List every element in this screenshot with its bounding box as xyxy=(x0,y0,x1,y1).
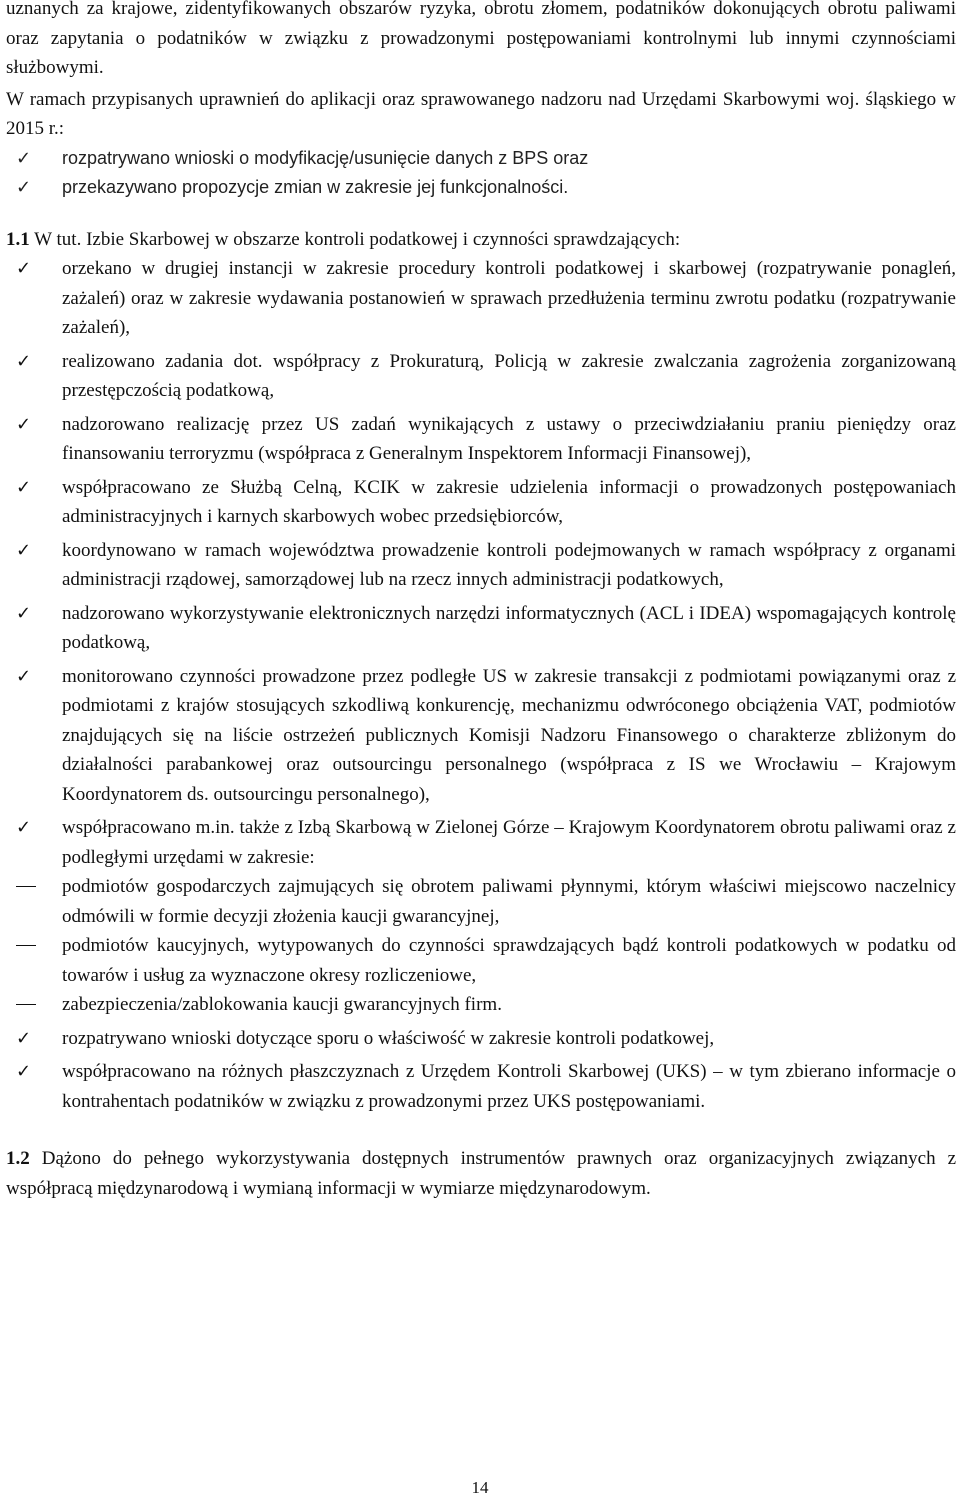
checkmark-icon: ✓ xyxy=(16,476,32,498)
bps-checklist xyxy=(6,144,956,203)
section-number: 1.2 xyxy=(6,1148,30,1169)
checkmark-icon: ✓ xyxy=(16,258,32,279)
dash-bullet-icon xyxy=(16,886,36,887)
list-item: ✓ współpracowano ze Służbą Celną, KCIK w zakresie udzielenia informacji o prowadzonych postępowaniach administracyjnych i karnych skarbowych wobec przedsiębiorców, xyxy=(6,473,956,532)
fuel-sub-list xyxy=(6,872,956,1020)
list-item: ✓ współpracowano m.in. także z Izbą Skarbową w Zielonej Górze – Krajowym Koordynatorem obrotu paliwami oraz z podległymi urzędami w zakresie: podmiotów gospodarczych zajmujących się obrotem paliwami płynnymi, którym właściwi miejscowo naczelnicy odmówili w formie decyzji złożenia kaucji gwarancyjnej, podmiotów kaucyjnych, wytypowanych do czynności sprawdzających bądź kontroli podatkowych w podatku od towarów i usług za wyznaczone okresy rozliczeniowe, zabezpieczenia/zablokowania kaucji gwarancyjnych firm. xyxy=(6,813,956,1020)
checkmark-icon: ✓ xyxy=(16,539,32,561)
checkmark-icon: ✓ xyxy=(16,147,32,169)
list-item: ✓ nadzorowano realizację przez US zadań wynikających z ustawy o przeciwdziałaniu praniu pieniędzy oraz finansowaniu terroryzmu (współpraca z Generalnym Inspektorem Informacji Finansowej), xyxy=(6,410,956,469)
list-item: ✓ monitorowano czynności prowadzone przez podległe US w zakresie transakcji z podmiotami powiązanymi oraz z podmiotami z krajów stosujących szkodliwą konkurencję, mechanizmu odwróconego obciążenia VAT, podmiotów znajdujących się na liście ostrzeżeń publicznych Komisji Nadzoru Finansowego o charakterze zbliżonym do działalności parabankowej oraz outsourcingu personalnego (współpraca z IS we Wrocławiu – Krajowym Koordynatorem ds. outsourcingu personalnego), xyxy=(6,662,956,810)
sub-list-item: podmiotów gospodarczych zajmujących się obrotem paliwami płynnymi, którym właściwi miejscowo naczelnicy odmówili w formie decyzji złożenia kaucji gwarancyjnej, xyxy=(6,872,956,931)
intro-paragraph-2: W ramach przypisanych uprawnień do aplikacji oraz sprawowanego nadzoru nad Urzędami Skarbowymi woj. śląskiego w 2015 r.: xyxy=(6,88,956,139)
list-item: ✓ współpracowano na różnych płaszczyznach z Urzędem Kontroli Skarbowej (UKS) – w tym zbierano informacje o kontrahentach podatników w związku z prowadzonymi przez UKS postępowaniami. xyxy=(6,1057,956,1116)
checkmark-icon: ✓ xyxy=(16,665,32,687)
list-item: ✓ realizowano zadania dot. współpracy z Prokuraturą, Policją w zakresie zwalczania zagrożenia zorganizowaną przestępczością podatkową, xyxy=(6,347,956,406)
checkmark-icon: ✓ xyxy=(16,413,32,435)
checkmark-icon: ✓ xyxy=(16,350,32,372)
sub-list-item: podmiotów kaucyjnych, wytypowanych do czynności sprawdzających bądź kontroli podatkowych w podatku od towarów i usług za wyznaczone okresy rozliczeniowe, xyxy=(6,931,956,990)
control-checklist xyxy=(6,254,956,1116)
dash-bullet-icon xyxy=(16,945,36,946)
list-item: ✓ nadzorowano wykorzystywanie elektronicznych narzędzi informatycznych (ACL i IDEA) wspomagających kontrolę podatkową, xyxy=(6,599,956,658)
checkmark-icon: ✓ xyxy=(16,1027,32,1049)
dash-bullet-icon xyxy=(16,1004,36,1005)
checkmark-icon: ✓ xyxy=(16,177,32,198)
sub-list-item: zabezpieczenia/zablokowania kaucji gwarancyjnych firm. xyxy=(6,990,956,1020)
list-item: ✓ rozpatrywano wnioski dotyczące sporu o właściwość w zakresie kontroli podatkowej, xyxy=(6,1024,956,1054)
section-text: W tut. Izbie Skarbowej w obszarze kontroli podatkowej i czynności sprawdzających: xyxy=(34,228,681,250)
section-text: Dążono do pełnego wykorzystywania dostępnych instrumentów prawnych oraz organizacyjnych związanych z współpracą międzynarodową i wymianą informacji w wymiarze międzynarodowym. xyxy=(6,1148,957,1199)
intro-paragraph: uznanych za krajowe, zidentyfikowanych obszarów ryzyka, obrotu złomem, podatników dokonujących obrotu paliwami oraz zapytania o podatników w związku z prowadzonymi postępowaniami kontrolnymi lub innymi czynnościami służbowymi. xyxy=(6,0,956,78)
checkmark-icon: ✓ xyxy=(16,1061,32,1082)
list-item: ✓ orzekano w drugiej instancji w zakresie procedury kontroli podatkowej i skarbowej (rozpatrywanie ponagleń, zażaleń) oraz w zakresie wydawania postanowień w sprawach przedłużenia terminu zwrotu podatku (rozpatrywanie zażaleń), xyxy=(6,254,956,343)
section-1-2 xyxy=(6,1144,956,1203)
section-number: 1.1 xyxy=(6,228,30,250)
list-item: ✓ koordynowano w ramach województwa prowadzenie kontroli podejmowanych w ramach współpracy z organami administracji rządowej, samorządowej lub na rzecz innych administracji podatkowych, xyxy=(6,536,956,595)
page-number: 14 xyxy=(471,1478,489,1497)
checkmark-icon: ✓ xyxy=(16,602,32,624)
checkmark-icon: ✓ xyxy=(16,817,32,838)
list-item: ✓ rozpatrywano wnioski o modyfikację/usunięcie danych z BPS oraz xyxy=(6,144,956,174)
list-item: ✓ przekazywano propozycje zmian w zakresie jej funkcjonalności. xyxy=(6,173,956,203)
section-1-1 xyxy=(6,225,956,255)
